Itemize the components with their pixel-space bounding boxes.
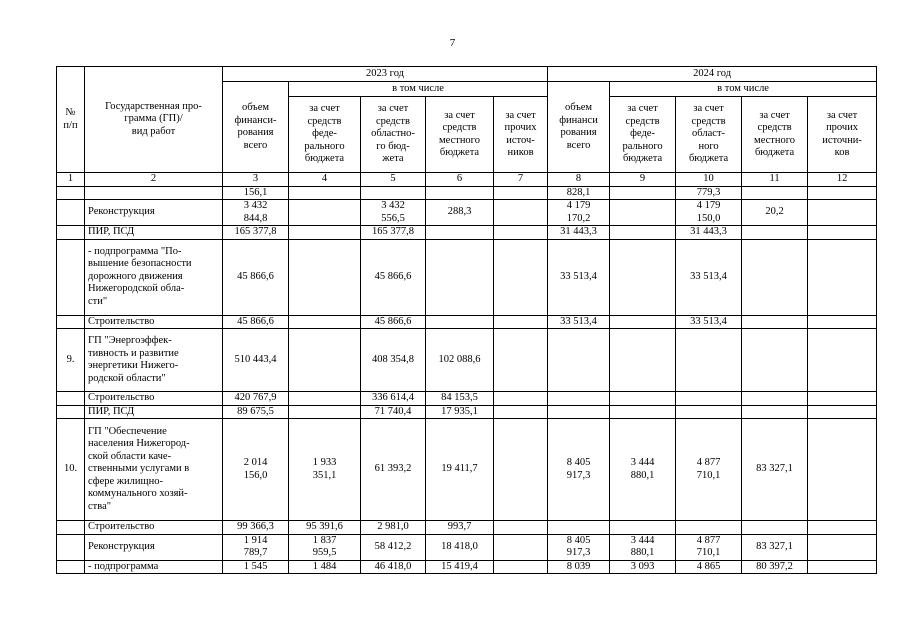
value-cell-c6 — [426, 186, 494, 200]
value-cell-c10: 779,3 — [676, 186, 742, 200]
value-cell-c5 — [361, 186, 426, 200]
header-2023-including: в том числе — [289, 82, 548, 97]
value-cell-c7 — [494, 226, 548, 240]
value-cell-c4 — [289, 186, 361, 200]
value-cell-c11 — [742, 239, 808, 315]
value-cell-c6: 15 419,4 — [426, 560, 494, 574]
column-number: 2 — [85, 173, 223, 187]
value-cell-c7 — [494, 239, 548, 315]
value-cell-c4 — [289, 226, 361, 240]
value-cell-c7 — [494, 534, 548, 560]
table-row — [57, 405, 877, 419]
value-cell-c5: 2 981,0 — [361, 521, 426, 535]
value-cell-c12 — [808, 560, 877, 574]
value-cell-c3: 2 014 156,0 — [223, 419, 289, 521]
header-year-2023: 2023 год — [223, 67, 548, 82]
program-name-cell: - подпрограмма — [85, 560, 223, 574]
column-number: 4 — [289, 173, 361, 187]
table-row — [57, 329, 877, 392]
value-cell-c7 — [494, 405, 548, 419]
value-cell-c6: 102 088,6 — [426, 329, 494, 392]
row-number-cell: 10. — [57, 419, 85, 521]
value-cell-c8 — [548, 392, 610, 406]
value-cell-c4: 1 933 351,1 — [289, 419, 361, 521]
page-number: 7 — [449, 37, 456, 49]
value-cell-c4 — [289, 392, 361, 406]
row-number-cell — [57, 239, 85, 315]
value-cell-c11 — [742, 186, 808, 200]
header-2024-total: объем финанси рования всего — [548, 82, 610, 173]
value-cell-c11 — [742, 392, 808, 406]
value-cell-c12 — [808, 405, 877, 419]
value-cell-c6 — [426, 239, 494, 315]
value-cell-c3: 3 432 844,8 — [223, 200, 289, 226]
value-cell-c9 — [610, 239, 676, 315]
value-cell-c7 — [494, 186, 548, 200]
program-name-cell: - подпрограмма "По- вышение безопасности дорожного движения Нижегородской обла- сти" — [85, 239, 223, 315]
table-row — [57, 560, 877, 574]
value-cell-c12 — [808, 200, 877, 226]
value-cell-c9 — [610, 186, 676, 200]
program-name-cell: Строительство — [85, 315, 223, 329]
value-cell-c8: 8 405 917,3 — [548, 419, 610, 521]
value-cell-c4 — [289, 405, 361, 419]
value-cell-c8 — [548, 405, 610, 419]
value-cell-c12 — [808, 534, 877, 560]
header-year-2024: 2024 год — [548, 67, 877, 82]
value-cell-c10: 4 865 — [676, 560, 742, 574]
value-cell-c10 — [676, 405, 742, 419]
value-cell-c7 — [494, 419, 548, 521]
table-row — [57, 239, 877, 315]
row-number-cell — [57, 534, 85, 560]
value-cell-c7 — [494, 200, 548, 226]
table-row — [57, 534, 877, 560]
value-cell-c6 — [426, 315, 494, 329]
value-cell-c3: 99 366,3 — [223, 521, 289, 535]
value-cell-c9: 3 093 — [610, 560, 676, 574]
column-number: 10 — [676, 173, 742, 187]
header-2023-local: за счет средств местного бюджета — [426, 97, 494, 173]
header-2023-other: за счет прочих источ- ников — [494, 97, 548, 173]
value-cell-c8: 828,1 — [548, 186, 610, 200]
value-cell-c9 — [610, 226, 676, 240]
value-cell-c9 — [610, 329, 676, 392]
row-number-cell — [57, 315, 85, 329]
value-cell-c6: 18 418,0 — [426, 534, 494, 560]
value-cell-c4 — [289, 200, 361, 226]
value-cell-c10: 4 179 150,0 — [676, 200, 742, 226]
value-cell-c10: 31 443,3 — [676, 226, 742, 240]
value-cell-c3: 45 866,6 — [223, 315, 289, 329]
value-cell-c5: 165 377,8 — [361, 226, 426, 240]
column-number: 6 — [426, 173, 494, 187]
value-cell-c3: 45 866,6 — [223, 239, 289, 315]
value-cell-c11 — [742, 405, 808, 419]
value-cell-c5: 45 866,6 — [361, 239, 426, 315]
value-cell-c10 — [676, 329, 742, 392]
value-cell-c10: 4 877 710,1 — [676, 419, 742, 521]
column-number: 12 — [808, 173, 877, 187]
column-number: 7 — [494, 173, 548, 187]
column-number: 11 — [742, 173, 808, 187]
program-name-cell: ГП "Энергоэффек- тивность и развитие энергетики Нижего- родской области" — [85, 329, 223, 392]
column-number: 8 — [548, 173, 610, 187]
table-row — [57, 200, 877, 226]
table-row — [57, 186, 877, 200]
row-number-cell — [57, 560, 85, 574]
table-row — [57, 315, 877, 329]
value-cell-c5: 61 393,2 — [361, 419, 426, 521]
value-cell-c8: 4 179 170,2 — [548, 200, 610, 226]
header-2023-regional: за счет средств областно- го бюд- жета — [361, 97, 426, 173]
value-cell-c5: 46 418,0 — [361, 560, 426, 574]
column-number: 5 — [361, 173, 426, 187]
value-cell-c9: 3 444 880,1 — [610, 419, 676, 521]
value-cell-c5: 45 866,6 — [361, 315, 426, 329]
table-row — [57, 419, 877, 521]
value-cell-c3: 1 914 789,7 — [223, 534, 289, 560]
value-cell-c12 — [808, 419, 877, 521]
value-cell-c12 — [808, 521, 877, 535]
table-row — [57, 521, 877, 535]
value-cell-c9 — [610, 315, 676, 329]
value-cell-c10 — [676, 392, 742, 406]
value-cell-c11 — [742, 521, 808, 535]
value-cell-c9 — [610, 200, 676, 226]
value-cell-c11: 83 327,1 — [742, 534, 808, 560]
value-cell-c12 — [808, 329, 877, 392]
value-cell-c7 — [494, 392, 548, 406]
row-number-cell — [57, 392, 85, 406]
value-cell-c6: 84 153,5 — [426, 392, 494, 406]
value-cell-c5: 408 354,8 — [361, 329, 426, 392]
value-cell-c3: 1 545 — [223, 560, 289, 574]
value-cell-c10: 4 877 710,1 — [676, 534, 742, 560]
value-cell-c3: 420 767,9 — [223, 392, 289, 406]
value-cell-c11: 83 327,1 — [742, 419, 808, 521]
value-cell-c3: 156,1 — [223, 186, 289, 200]
value-cell-c9 — [610, 405, 676, 419]
row-number-cell — [57, 521, 85, 535]
value-cell-c12 — [808, 392, 877, 406]
row-number-cell — [57, 186, 85, 200]
value-cell-c11 — [742, 226, 808, 240]
value-cell-c3: 165 377,8 — [223, 226, 289, 240]
value-cell-c7 — [494, 329, 548, 392]
value-cell-c6: 17 935,1 — [426, 405, 494, 419]
value-cell-c12 — [808, 315, 877, 329]
value-cell-c11 — [742, 329, 808, 392]
column-number: 9 — [610, 173, 676, 187]
value-cell-c12 — [808, 239, 877, 315]
value-cell-c7 — [494, 521, 548, 535]
table-body — [57, 186, 877, 574]
program-name-cell: ПИР, ПСД — [85, 226, 223, 240]
header-2024-other: за счет прочих источни- ков — [808, 97, 877, 173]
header-num: № п/п — [57, 67, 85, 173]
row-number-cell — [57, 405, 85, 419]
column-number: 3 — [223, 173, 289, 187]
value-cell-c8: 31 443,3 — [548, 226, 610, 240]
column-number: 1 — [57, 173, 85, 187]
financing-table — [56, 66, 877, 574]
value-cell-c4: 95 391,6 — [289, 521, 361, 535]
header-2023-federal: за счет средств феде- рального бюджета — [289, 97, 361, 173]
value-cell-c8 — [548, 521, 610, 535]
value-cell-c8: 33 513,4 — [548, 239, 610, 315]
value-cell-c5: 3 432 556,5 — [361, 200, 426, 226]
value-cell-c5: 58 412,2 — [361, 534, 426, 560]
value-cell-c4: 1 484 — [289, 560, 361, 574]
value-cell-c11: 80 397,2 — [742, 560, 808, 574]
value-cell-c10: 33 513,4 — [676, 239, 742, 315]
value-cell-c12 — [808, 186, 877, 200]
value-cell-c4: 1 837 959,5 — [289, 534, 361, 560]
value-cell-c8: 33 513,4 — [548, 315, 610, 329]
value-cell-c3: 510 443,4 — [223, 329, 289, 392]
table-row — [57, 392, 877, 406]
value-cell-c6: 19 411,7 — [426, 419, 494, 521]
header-2024-regional: за счет средств област- ного бюджета — [676, 97, 742, 173]
column-numbers-row — [57, 173, 877, 187]
program-name-cell: Строительство — [85, 392, 223, 406]
value-cell-c6 — [426, 226, 494, 240]
value-cell-c9 — [610, 392, 676, 406]
value-cell-c4 — [289, 239, 361, 315]
value-cell-c7 — [494, 315, 548, 329]
value-cell-c8: 8 405 917,3 — [548, 534, 610, 560]
value-cell-c3: 89 675,5 — [223, 405, 289, 419]
value-cell-c6: 993,7 — [426, 521, 494, 535]
row-number-cell — [57, 226, 85, 240]
table-row — [57, 226, 877, 240]
value-cell-c5: 336 614,4 — [361, 392, 426, 406]
value-cell-c7 — [494, 560, 548, 574]
header-2023-total: объем финанси- рования всего — [223, 82, 289, 173]
value-cell-c5: 71 740,4 — [361, 405, 426, 419]
header-2024-federal: за счет средств феде- рального бюджета — [610, 97, 676, 173]
value-cell-c10: 33 513,4 — [676, 315, 742, 329]
value-cell-c12 — [808, 226, 877, 240]
value-cell-c11 — [742, 315, 808, 329]
program-name-cell: ПИР, ПСД — [85, 405, 223, 419]
header-program: Государственная про- грамма (ГП)/ вид работ — [85, 67, 223, 173]
row-number-cell — [57, 200, 85, 226]
value-cell-c11: 20,2 — [742, 200, 808, 226]
value-cell-c8: 8 039 — [548, 560, 610, 574]
value-cell-c4 — [289, 315, 361, 329]
value-cell-c9: 3 444 880,1 — [610, 534, 676, 560]
program-name-cell: Реконструкция — [85, 534, 223, 560]
program-name-cell: ГП "Обеспечение населения Нижегород- ской области каче- ственными услугами в сфере жилищно- коммунального хозяй- ства" — [85, 419, 223, 521]
value-cell-c4 — [289, 329, 361, 392]
program-name-cell: Реконструкция — [85, 200, 223, 226]
row-number-cell: 9. — [57, 329, 85, 392]
value-cell-c6: 288,3 — [426, 200, 494, 226]
header-2024-including: в том числе — [610, 82, 877, 97]
value-cell-c8 — [548, 329, 610, 392]
value-cell-c10 — [676, 521, 742, 535]
value-cell-c9 — [610, 521, 676, 535]
program-name-cell — [85, 186, 223, 200]
header-2024-local: за счет средств местного бюджета — [742, 97, 808, 173]
program-name-cell: Строительство — [85, 521, 223, 535]
